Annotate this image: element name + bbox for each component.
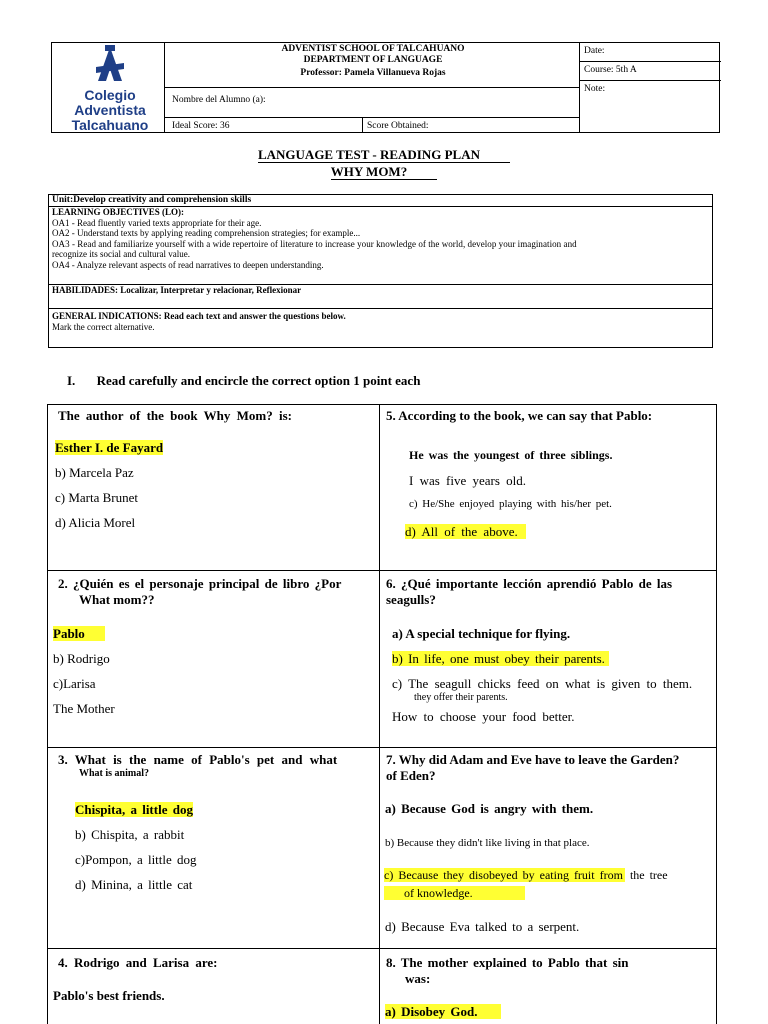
- school-logo: [60, 45, 160, 133]
- q4-option-a[interactable]: Pablo's best friends.: [53, 988, 165, 1003]
- q7-question-cont: of Eden?: [386, 768, 436, 783]
- indications-text: GENERAL INDICATIONS: Read each text and answer the questions below.: [52, 311, 346, 321]
- q7-option-c-cont: [384, 886, 525, 901]
- q3-option-b[interactable]: b) Chispita, a rabbit: [75, 827, 185, 842]
- course-label: Course: 5th A: [584, 65, 637, 75]
- q2-option-a-text: Pablo: [53, 626, 105, 641]
- q5-option-d[interactable]: [405, 524, 526, 540]
- q3-option-a-text: Chispita, a little dog: [75, 802, 193, 817]
- ideal-score: Ideal Score: 36: [172, 121, 230, 131]
- objective-oa2: OA2 - Understand texts by applying reading comprehension strategies; for example...: [52, 228, 361, 239]
- header-divider: [164, 117, 579, 118]
- mark-text: Mark the correct alternative.: [52, 321, 155, 332]
- habilidades-row: [49, 285, 712, 309]
- header-divider: [579, 80, 721, 81]
- q5-option-d-text: d) All of the above.: [405, 524, 526, 539]
- test-subtitle: [0, 164, 768, 180]
- q4-question: 4. Rodrigo and Larisa are:: [58, 955, 218, 970]
- q7-question: 7. Why did Adam and Eve have to leave the Garden?: [386, 752, 680, 767]
- q1-option-a[interactable]: [55, 440, 163, 456]
- logo-line: Adventista: [74, 102, 146, 118]
- objective-oa3: OA3 - Read and familiarize yourself with a wide repertoire of literature to increase your knowledge of the world, develop your imagination and: [52, 238, 577, 249]
- q5-option-c[interactable]: c) He/She enjoyed playing with his/her pet.: [409, 498, 612, 510]
- department-name: DEPARTMENT OF LANGUAGE: [303, 55, 443, 65]
- unit-row: [49, 195, 712, 207]
- q3-option-c[interactable]: c)Pompon, a little dog: [75, 852, 197, 867]
- q3-question: 3. What is the name of Pablo's pet and what: [58, 752, 338, 767]
- grid-line: [47, 404, 48, 1024]
- test-title-text: LANGUAGE TEST - READING PLAN: [258, 147, 510, 163]
- q3-question-cont: What is animal?: [79, 768, 150, 779]
- professor-name: Professor: Pamela Villanueva Rojas: [300, 68, 446, 78]
- section-text: Read carefully and encircle the correct option 1 point each: [96, 373, 421, 388]
- q5-question: 5. According to the book, we can say that Pablo:: [386, 408, 653, 423]
- objective-oa4: OA4 - Analyze relevant aspects of read narratives to deepen understanding.: [52, 259, 324, 270]
- unit-box: [48, 194, 713, 348]
- note-label: Note:: [584, 84, 606, 94]
- grid-line: [47, 404, 716, 405]
- q5-option-a[interactable]: He was the youngest of three siblings.: [409, 448, 613, 462]
- q7-option-c-cont-text: of knowledge.: [384, 886, 525, 900]
- q7-option-b[interactable]: b) Because they didn't like living in that place.: [385, 837, 590, 849]
- q6-option-d[interactable]: How to choose your food better.: [392, 709, 575, 724]
- q8-question-cont: was:: [405, 971, 431, 986]
- q7-option-c-text: c) Because they disobeyed by eating fruit from: [384, 868, 623, 882]
- q2-question: 2. ¿Quién es el personaje principal de libro ¿Por: [58, 576, 342, 591]
- q2-option-c[interactable]: c)Larisa: [53, 676, 96, 691]
- header-divider: [579, 61, 721, 62]
- test-title: [0, 147, 768, 163]
- score-obtained: Score Obtained:: [367, 121, 429, 131]
- grid-line: [47, 948, 716, 949]
- q5-option-b[interactable]: I was five years old.: [409, 473, 527, 488]
- q6-option-c[interactable]: c) The seagull chicks feed on what is given to them.: [392, 676, 693, 691]
- section-numeral: I.: [67, 373, 76, 388]
- logo-line: Talcahuano: [71, 117, 149, 133]
- q7-option-d[interactable]: d) Because Eva talked to a serpent.: [385, 919, 580, 934]
- q3-option-a[interactable]: [75, 802, 193, 818]
- school-name: ADVENTIST SCHOOL OF TALCAHUANO: [281, 44, 465, 54]
- q7-option-c-rest: the tree: [629, 868, 668, 882]
- header-divider: [164, 87, 579, 88]
- test-subtitle-text: WHY MOM?: [331, 164, 437, 180]
- indications-row: [49, 309, 712, 332]
- q8-question: 8. The mother explained to Pablo that sin: [386, 955, 629, 970]
- q6-question: 6. ¿Qué importante lección aprendió Pablo de las: [386, 576, 673, 591]
- objective-oa3-cont: recognize its social and cultural value.: [52, 249, 190, 260]
- q6-option-c-cont: they offer their parents.: [414, 692, 508, 703]
- objective-oa1: OA1 - Read fluently varied texts appropriate for their age.: [52, 217, 262, 228]
- q6-option-b-text: b) In life, one must obey their parents.: [392, 651, 609, 666]
- section-heading: [67, 373, 420, 389]
- q2-option-d[interactable]: The Mother: [53, 701, 115, 716]
- q1-option-b[interactable]: b) Marcela Paz: [55, 465, 134, 480]
- date-label: Date:: [584, 46, 605, 56]
- q7-option-c[interactable]: [384, 868, 668, 883]
- q8-option-a-text: a) Disobey God.: [385, 1004, 501, 1019]
- grid-line: [47, 570, 716, 571]
- student-name-label: Nombre del Alumno (a):: [172, 95, 266, 105]
- q3-option-d[interactable]: d) Minina, a little cat: [75, 877, 193, 892]
- q1-option-c[interactable]: c) Marta Brunet: [55, 490, 139, 505]
- q1-option-d[interactable]: d) Alicia Morel: [55, 515, 136, 530]
- grid-line: [379, 404, 380, 1024]
- q7-option-a[interactable]: a) Because God is angry with them.: [385, 801, 594, 816]
- school-logo-icon: [60, 45, 160, 83]
- habilidades-text: HABILIDADES: Localizar, Interpretar y relacionar, Reflexionar: [52, 285, 302, 295]
- grid-line: [47, 747, 716, 748]
- q1-question: The author of the book Why Mom? is:: [58, 408, 292, 423]
- q6-option-b[interactable]: [392, 651, 609, 667]
- header-divider: [362, 117, 363, 132]
- logo-line: Colegio: [84, 87, 136, 103]
- q8-option-a[interactable]: [385, 1004, 501, 1020]
- q6-question-cont: seagulls?: [386, 592, 436, 607]
- objectives-row: [49, 207, 712, 285]
- header-divider: [579, 43, 580, 132]
- header-box: [51, 42, 720, 133]
- q2-option-b[interactable]: b) Rodrigo: [53, 651, 110, 666]
- q2-question-cont: What mom??: [79, 592, 155, 607]
- q1-option-a-text: Esther I. de Fayard: [55, 440, 164, 455]
- objectives-heading: LEARNING OBJECTIVES (LO):: [52, 207, 185, 217]
- grid-line: [716, 404, 717, 1024]
- unit-text: Unit:Develop creativity and comprehension skills: [52, 195, 252, 205]
- q6-option-a[interactable]: a) A special technique for flying.: [392, 626, 571, 641]
- q2-option-a[interactable]: [53, 626, 105, 642]
